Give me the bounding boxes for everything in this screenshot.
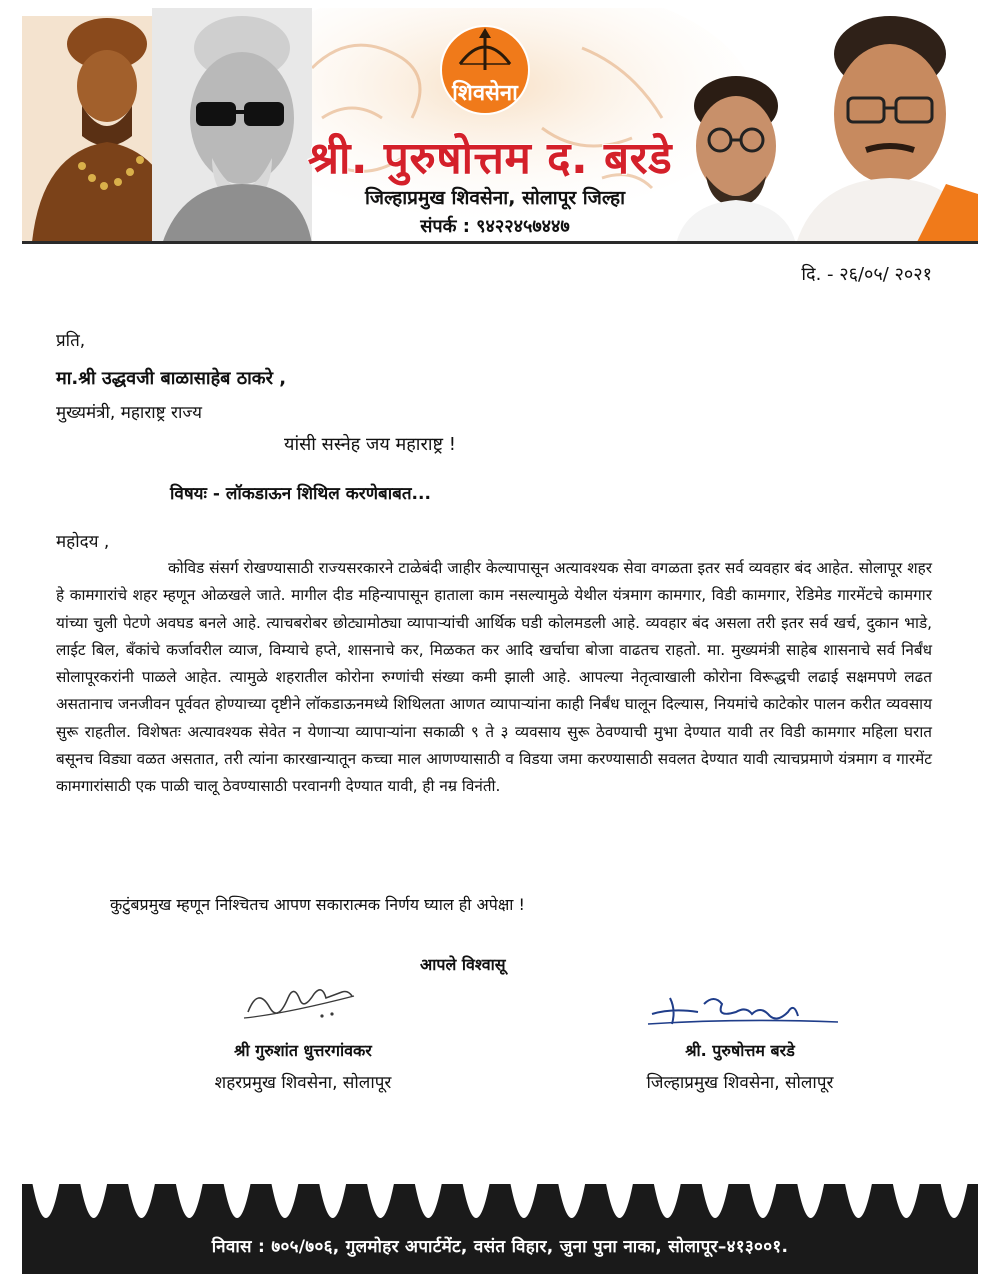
letterhead-leader-name: श्री. पुरुषोत्तम द. बरडे [307,133,673,184]
footer-fortress-band [22,1170,978,1274]
signatory-2-role: जिल्हाप्रमुख शिवसेना, सोलापूर [646,1073,834,1093]
letterhead-designation: जिल्हाप्रमुख शिवसेना, सोलापूर जिल्हा [364,187,626,209]
signatory-2-name: श्री. पुरुषोत्तम बरडे [685,1041,795,1060]
header-divider [22,241,978,244]
addressee-name: मा.श्री उद्धवजी बाळासाहेब ठाकरे , [56,368,287,389]
addressee-role: मुख्यमंत्री, महाराष्ट्र राज्य [56,403,202,423]
letter-body [56,555,932,801]
letterhead-contact: संपर्क : ९४२२४५७४४७ [420,216,570,237]
yours-faithfully: आपले विश्वासू [420,955,506,974]
letter-body-text: कोविड संसर्ग रोखण्यासाठी राज्यसरकारने टाळेबंदी जाहीर केल्यापासून अत्यावश्यक सेवा वगळता इतर सर्व व्यवहार बंद आहेत. सोलापूर शहर हे कामगारांचे शहर म्हणून ओळखले जाते. मागील दीड महिन्यापासून हाताला काम नसल्यामुळे येथील यंत्रमाग कामगार, विडी कामगार, रेडिमेड गारमेंटचे कामगार यांच्या चुली पेटणे अवघड बनले आहे. त्याचबरोबर छोट्यामोठ्या व्यापाऱ्यांची आर्थिक घडी कोलमडली आहे. व्यवहार बंद असला तरी इतर सर्व खर्च, दुकान भाडे, लाईट बिल, बँकांचे कर्जावरील व्याज, विम्याचे हप्ते, शासनाचे कर, मिळकत कर आदि खर्चाचा बोजा वाढतच राहतो. मा. मुख्यमंत्री साहेब शासनाचे सर्व निर्बंध सोलापूरकरांनी पाळले आहेत. त्यामुळे शहरातील कोरोना रुग्णांची संख्या कमी झाली आहे. आपल्या नेतृत्वाखाली कोरोना विरूद्धची लढाई सक्षमपणे लढत असतानाच जनजीवन पूर्ववत होण्याच्या दृष्टीने लॉकडाऊनमध्ये शिथिलता आणत व्यापाऱ्यांना काही निर्बंध घालून दिल्यास, नियमांचे काटेकोर पालन करीत व्यवसाय सुरू राहतील. विशेषतः अत्यावश्यक सेवेत न येणाऱ्या व्यापाऱ्यांना सकाळी ९ ते ३ व्यवसाय सुरू ठेवण्याची मुभा देण्यात यावी तर विडी कामगार महिला घरात बसूनच विड्या वळत असतात, तरी त्यांना कारखान्यातून कच्चा माल आणण्यासाठी व विडया जमा करण्यासाठी सवलत देण्यात यावी त्याचप्रमाणे यंत्रमाग व गारमेंट कामगारांसाठी एक पाळी चालू ठेवण्यासाठी परवानगी देण्यात यावी, ही नम्र विनंती. [56,559,932,796]
chief-minister-portrait [796,14,978,244]
letterhead-header [22,8,978,244]
letter-date: दि. - २६/०५/ २०२१ [801,264,932,285]
letter-prati: प्रति, [56,331,86,351]
signatory-1-name: श्री गुरुशांत धुत्तरगांवकर [234,1041,372,1060]
shivsena-logo [430,20,540,120]
signatory-1-role: शहरप्रमुख शिवसेना, सोलापूर [214,1073,392,1093]
letter-closing: कुटुंबप्रमुख म्हणून निश्चितच आपण सकारात्मक निर्णय घ्याल ही अपेक्षा ! [110,895,525,914]
letter-salutation: महोदय , [56,532,110,552]
party-name: शिवसेना [452,81,518,106]
signature-1-image [238,982,368,1028]
letter-subject: विषयः - लॉकडाऊन शिथिल करणेबाबत... [170,484,431,504]
signature-2-image [644,988,844,1032]
letter-greeting: यांसी सस्नेह जय महाराष्ट्र ! [284,434,456,455]
footer-address: निवास : ७०५/७०६, गुलमोहर अपार्टमेंट, वसंत विहार, जुना पुना नाका, सोलापूर–४१३००१. [211,1237,789,1257]
